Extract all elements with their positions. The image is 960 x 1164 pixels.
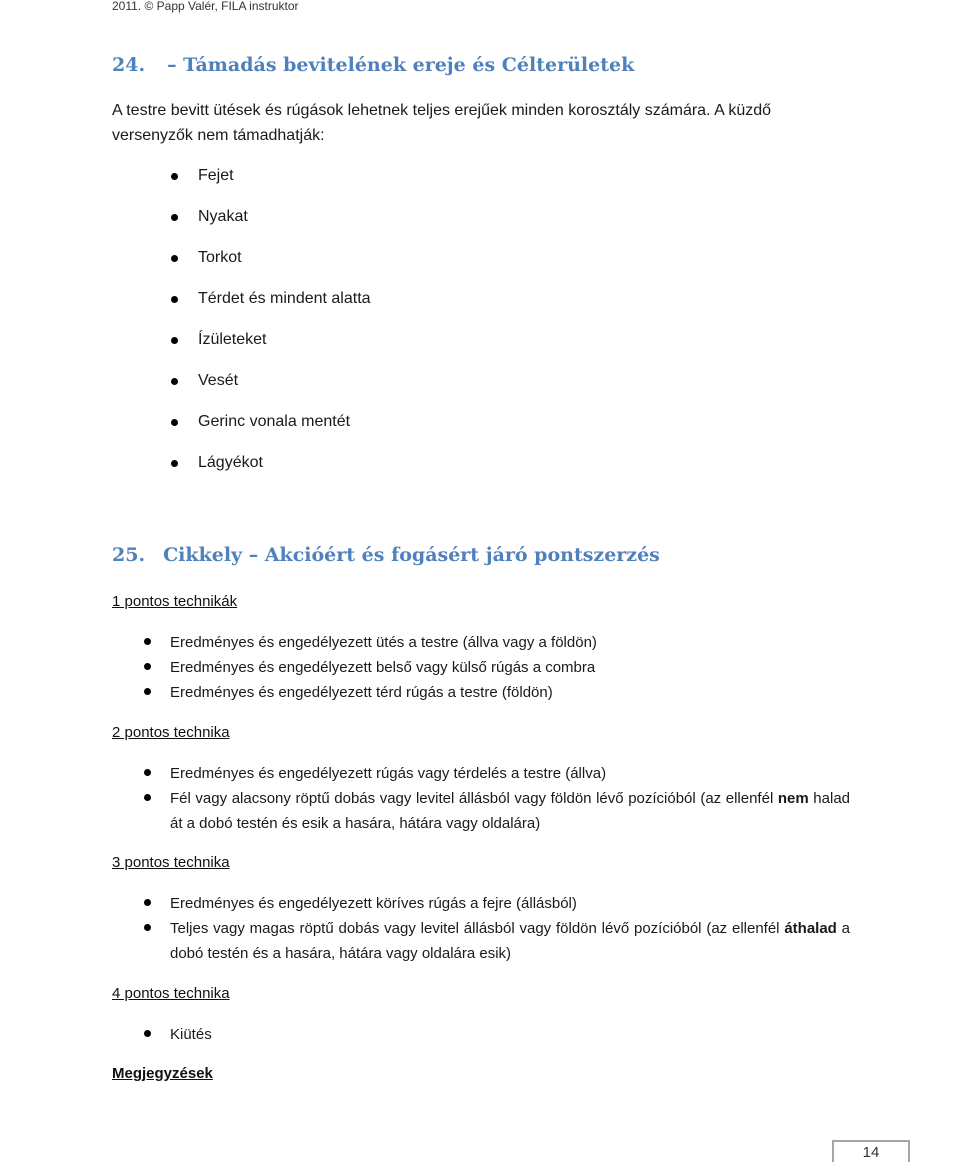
bullet-icon [171, 337, 178, 344]
one-point-item-1: Eredményes és engedélyezett ütés a testre (állva vagy a földön) [170, 634, 597, 651]
target-item: Vesét [198, 372, 239, 389]
three-point-heading: 3 pontos technika [112, 854, 230, 871]
bullet-icon [171, 173, 178, 180]
two-point-item-2-text-a: Fél vagy alacsony röptű dobás vagy levitel állásból vagy földön lévő pozícióból (az ellenfél [170, 790, 778, 807]
section-24-number: 24. [112, 54, 146, 76]
one-point-item-2: Eredményes és engedélyezett belső vagy külső rúgás a combra [170, 659, 596, 676]
section-25-heading: Cikkely – Akcióért és fogásért járó pontszerzés [163, 544, 660, 566]
target-item: Nyakat [198, 208, 248, 225]
four-point-item-1: Kiütés [170, 1026, 212, 1043]
section-24-heading: – Támadás bevitelének ereje és Célterületek [167, 54, 635, 76]
bullet-icon [171, 296, 178, 303]
notes-heading: Megjegyzések [112, 1065, 213, 1082]
bullet-icon [144, 794, 151, 801]
two-point-item-2-bold: nem [777, 790, 809, 807]
section-24-intro: A testre bevitt ütések és rúgások lehetnek teljes erejűek minden korosztály számára. A küzdő versenyzők nem támadhatják: [112, 102, 772, 144]
section-24-title [112, 54, 642, 76]
three-point-item-2-text-b: a dobó testén és a hasára, hátára vagy oldalára esik) [170, 920, 850, 962]
two-point-item-2-text-b: halad át a dobó testén és esik a hasára, hátára vagy oldalára) [170, 790, 851, 832]
three-point-item-2-text-a: Teljes vagy magas röptű dobás vagy levitel állásból vagy földön lévő pozícióból (az ellenfél [170, 920, 785, 937]
bullet-icon [144, 924, 151, 931]
bullet-icon [144, 769, 151, 776]
target-item: Fejet [198, 167, 234, 184]
bullet-icon [144, 1030, 151, 1037]
bullet-icon [171, 378, 178, 385]
two-point-item-1: Eredményes és engedélyezett rúgás vagy térdelés a testre (állva) [170, 765, 607, 782]
two-point-item-2 [170, 786, 850, 836]
target-item: Torkot [198, 249, 242, 266]
one-point-heading: 1 pontos technikák [112, 593, 238, 610]
one-point-item-3: Eredményes és engedélyezett térd rúgás a testre (földön) [170, 684, 553, 701]
bullet-icon [144, 899, 151, 906]
two-point-heading: 2 pontos technika [112, 724, 230, 741]
target-item: Ízületeket [198, 331, 267, 348]
three-point-item-1: Eredményes és engedélyezett köríves rúgás a fejre (állásból) [170, 895, 577, 912]
page-header: 2011. © Papp Valér, FILA instruktor [112, 0, 299, 13]
bullet-icon [144, 688, 151, 695]
four-point-heading: 4 pontos technika [112, 985, 230, 1002]
section-25-number: 25. [112, 544, 146, 566]
page-number: 14 [832, 1140, 910, 1162]
bullet-icon [171, 419, 178, 426]
three-point-item-2 [170, 916, 850, 966]
section-25-title [112, 544, 668, 566]
target-item: Lágyékot [198, 454, 263, 471]
bullet-icon [171, 214, 178, 221]
target-item: Térdet és mindent alatta [198, 290, 371, 307]
three-point-item-2-bold: áthalad [784, 920, 837, 937]
target-item: Gerinc vonala mentét [198, 413, 351, 430]
bullet-icon [144, 663, 151, 670]
bullet-icon [171, 255, 178, 262]
bullet-icon [171, 460, 178, 467]
bullet-icon [144, 638, 151, 645]
